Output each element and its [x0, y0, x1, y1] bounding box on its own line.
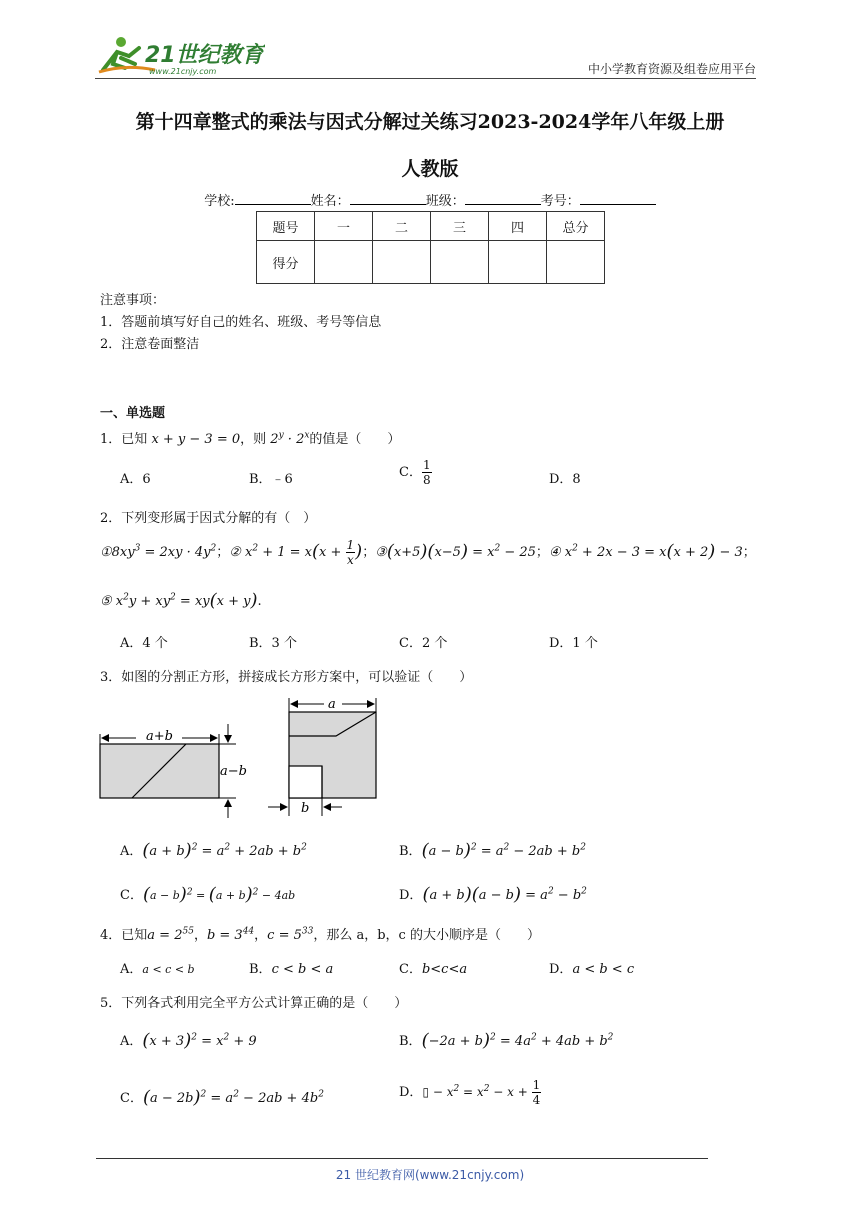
q2-items-line1: $①8xy^3 = 2xy \cdot 4y^2$；② $x^2 + 1 = x(x$ + $\frac{1}{x}$ )；③(x+5)(x−5) = $x^2 - 25$；④ $x^2 + 2x - 3 = x(x + 2) - 3$；: [100, 538, 756, 567]
fraction: $\frac{1}{4}$: [532, 1078, 541, 1107]
page-title: 第十四章整式的乘法与因式分解过关练习2023-2024学年八年级上册: [135, 111, 725, 133]
score-row: [257, 241, 605, 284]
score-row-label: 得分: [257, 241, 315, 284]
exam-no-blank[interactable]: [580, 192, 656, 205]
q5-option-b[interactable]: B．$(-2a + b)^2 = 4a^2 + 4ab + b^2$: [399, 1030, 614, 1051]
school-blank[interactable]: [235, 192, 311, 205]
name-label: 姓名：: [310, 194, 350, 209]
info-fields: [0, 190, 860, 209]
score-cell[interactable]: [315, 241, 373, 284]
name-blank[interactable]: [350, 192, 426, 205]
table-header: 四: [489, 212, 547, 241]
q5-option-d[interactable]: D．▯ − $x^2 = x^2 - x$ + $\frac{1}{4}$: [399, 1078, 541, 1107]
q2-option-b[interactable]: B．3 个: [249, 636, 297, 651]
q5-option-a[interactable]: A．$(x + 3)^2 = x^2 + 9$: [120, 1030, 257, 1051]
header-divider: [95, 78, 756, 79]
svg-text:a+b: a+b: [146, 729, 173, 744]
q3-option-c[interactable]: C．$(a - b)^2 = (a + b)^2 - 4ab$: [120, 884, 296, 905]
table-header: 三: [431, 212, 489, 241]
q3-figure: [96, 694, 396, 828]
q3-option-d[interactable]: D．$(a + b)(a - b) = a^2 - b^2$: [399, 884, 587, 905]
q2-items-line2: ⑤ $x^2y + xy^2 = xy(x + y)$.: [100, 590, 262, 611]
score-cell[interactable]: [547, 241, 605, 284]
q2-option-d[interactable]: D．1 个: [549, 636, 598, 651]
site-logo: [95, 34, 265, 80]
svg-text:www.21cnjy.com: www.21cnjy.com: [149, 67, 217, 76]
q4-option-a[interactable]: A．a < c < b: [120, 962, 195, 977]
q1-expression: $2^y \cdot 2^x$: [270, 430, 310, 447]
svg-text:b: b: [301, 801, 310, 816]
exam-no-label: 考号：: [540, 194, 580, 209]
q2-option-a[interactable]: A．4 个: [120, 636, 168, 651]
page-subtitle: 人教版: [401, 158, 459, 180]
table-header: 题号: [257, 212, 315, 241]
table-header: 总分: [547, 212, 605, 241]
q1-option-d[interactable]: D．8: [549, 472, 581, 487]
table-header: 一: [315, 212, 373, 241]
svg-text:21世纪教育: 21世纪教育: [145, 43, 264, 68]
note-item: 1．答题前填写好自己的姓名、班级、考号等信息: [100, 315, 382, 330]
question-3: 3．如图的分割正方形，拼接成长方形方案中，可以验证（ ）: [100, 670, 473, 685]
table-header: 二: [373, 212, 431, 241]
score-header-row: [257, 212, 605, 241]
q5-option-c[interactable]: C．$(a - 2b)^2 = a^2 - 2ab + 4b^2$: [120, 1087, 324, 1108]
q1-equation: x + y − 3 = 0: [151, 432, 241, 447]
q2-option-c[interactable]: C．2 个: [399, 636, 448, 651]
note-item: 2．注意卷面整洁: [100, 337, 200, 352]
score-cell[interactable]: [431, 241, 489, 284]
class-blank[interactable]: [465, 192, 541, 205]
question-2: 2．下列变形属于因式分解的有（ ）: [100, 511, 317, 526]
question-1: 1．已知 x + y − 3 = 0，则 $2^y \cdot 2^x$的值是（ ）: [100, 430, 401, 447]
score-cell[interactable]: [373, 241, 431, 284]
q4-option-b[interactable]: B．c < b < a: [249, 962, 334, 977]
q4-option-d[interactable]: D．a < b < c: [549, 962, 635, 977]
q4-option-c[interactable]: C．b<c<a: [399, 962, 468, 977]
platform-text: 中小学教育资源及组卷应用平台: [587, 62, 756, 76]
q1-option-b[interactable]: B．﹣6: [249, 472, 293, 487]
score-cell[interactable]: [489, 241, 547, 284]
q3-option-b[interactable]: B．$(a - b)^2 = a^2 - 2ab + b^2$: [399, 840, 586, 861]
fraction: $\frac{1}{8}$: [422, 458, 431, 487]
svg-text:a−b: a−b: [220, 764, 247, 779]
q3-option-a[interactable]: A．$(a + b)^2 = a^2 + 2ab + b^2$: [120, 840, 307, 861]
question-4: 4．已知$a = 2^{55}$，$b = 3^{44}$，$c = 5^{33}$，那么 a，b，c 的大小顺序是（ ）: [100, 926, 540, 943]
footer-divider: [96, 1158, 708, 1159]
footer-text: 21 世纪教育网(www.21cnjy.com): [335, 1168, 525, 1182]
school-label: 学校:: [204, 194, 235, 209]
q1-option-a[interactable]: A．6: [120, 472, 151, 487]
score-table: [256, 211, 605, 284]
question-5: 5．下列各式利用完全平方公式计算正确的是（ ）: [100, 996, 408, 1011]
section-heading: 一、单选题: [100, 406, 166, 421]
svg-text:a: a: [328, 697, 336, 712]
class-label: 班级：: [425, 194, 465, 209]
q1-option-c[interactable]: C． $\frac{1}{8}$: [399, 458, 431, 487]
notes-title: 注意事项：: [100, 293, 166, 308]
